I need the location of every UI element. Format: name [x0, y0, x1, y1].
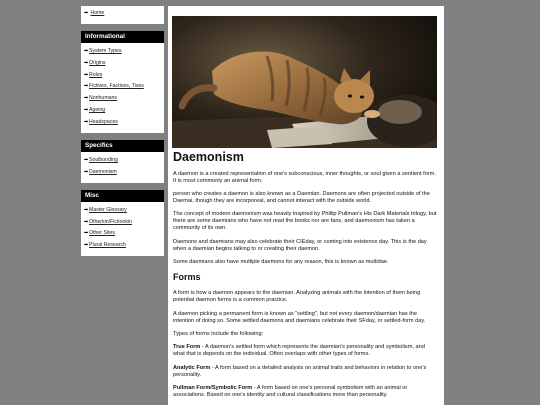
sidebar-link-roles[interactable]: Roles: [89, 71, 103, 78]
sidebar-item-roles[interactable]: [84, 70, 164, 82]
form-type-entry: [173, 365, 437, 379]
arrow-right-icon: ➡: [84, 119, 89, 125]
sidebar-link-otherkin-fictionkin[interactable]: Otherkin/Fictionkin: [89, 218, 132, 225]
sidebar-item-ageing[interactable]: [84, 105, 164, 117]
arrow-right-icon: ➡: [84, 72, 89, 78]
arrow-right-icon: ➡: [84, 96, 89, 102]
sidebar-item-soulbonding[interactable]: [84, 155, 164, 167]
form-type-term: True Form: [173, 344, 201, 351]
arrow-right-icon: ➡: [84, 169, 89, 175]
sidebar-box-top: [81, 6, 164, 24]
sidebar-link-origins[interactable]: Origins: [89, 59, 106, 66]
main-content: [168, 6, 444, 405]
sidebar-item-other-sites[interactable]: [84, 228, 164, 240]
nav-list-informational: [81, 46, 164, 129]
sidebar-item-origins[interactable]: [84, 58, 164, 70]
intro-paragraph: Some daemians also have multiple daemons for any reason, this is known as multidae.: [173, 258, 389, 265]
form-type-term: Pullman Form/Symbolic Form: [173, 384, 253, 391]
sidebar-box-specifics: [81, 140, 164, 183]
arrow-right-icon: ➡: [84, 219, 89, 225]
forms-heading: Forms: [173, 272, 201, 283]
sidebar: [81, 6, 164, 263]
arrow-right-icon: ➡: [84, 243, 89, 249]
sidebar-item-master-glossary[interactable]: [84, 205, 164, 217]
sidebar-link-nonhumans[interactable]: Nonhumans: [89, 95, 118, 102]
nav-list-specifics: [81, 155, 164, 179]
intro-paragraph: The concept of modern daemonism was heavily inspired by Phillip Pullman's His Dark Materials trilogy, but there are some daemians who have not read the books nor are fans, and daemonism has taken a community of its own.: [173, 211, 437, 232]
sidebar-link-home[interactable]: Home: [90, 10, 105, 16]
sidebar-item-home[interactable]: [84, 8, 164, 20]
sidebar-item-system-types[interactable]: [84, 46, 164, 58]
forms-section: [173, 290, 437, 338]
arrow-right-icon: ➡: [84, 49, 89, 55]
form-type-description: - A form based on a detailed analysis on animal traits and behaviors in relation to one's personality.: [173, 364, 427, 378]
forms-paragraph: Types of forms include the following:: [173, 330, 264, 337]
intro-paragraph: Daemons and daemians may also celebrate their CIEday, or coming into existence day. This is the day when a daemian begins talking to or creating their daemon.: [173, 238, 427, 252]
sidebar-item-headspaces[interactable]: [84, 117, 164, 129]
form-type-entry: [173, 344, 437, 358]
sidebar-item-daemonism[interactable]: [84, 167, 164, 179]
form-types-section: [173, 344, 437, 398]
form-type-term: Analytic Form: [173, 364, 211, 371]
sidebar-link-soulbonding[interactable]: Soulbonding: [89, 156, 118, 163]
form-type-description: - A daemon's settled form which represents the daemian's personality and symbolism, and what that is depends on the individual. Often overlaps with other types of forms.: [173, 344, 425, 358]
article: [173, 151, 437, 405]
kitten-photo: [172, 16, 437, 148]
page-title: Daemonism: [173, 150, 244, 164]
sidebar-item-nonhumans[interactable]: [84, 93, 164, 105]
arrow-right-icon: ➡: [84, 108, 89, 114]
sidebar-link-master-glossary[interactable]: Master Glossary: [89, 206, 127, 213]
arrow-right-icon: ➡: [84, 207, 89, 213]
sidebar-box-informational: [81, 31, 164, 133]
sidebar-heading-informational: Informational: [81, 31, 164, 43]
intro-paragraph: A daemon is a created representation of one's subconscious, inner thoughts, or soul given a sentient form. It is most commonly an animal form.: [173, 170, 436, 184]
sidebar-link-ageing[interactable]: Ageing: [89, 107, 106, 114]
sidebar-link-daemonism[interactable]: Daemonism: [89, 168, 117, 175]
sidebar-heading-misc: Misc: [81, 190, 164, 202]
sidebar-link-plural-research[interactable]: Plural Research: [89, 242, 126, 249]
arrow-right-icon: ➡: [84, 157, 89, 163]
intro-section: [173, 171, 437, 266]
arrow-right-icon: ➡: [84, 231, 89, 237]
sidebar-item-otherkin-fictionkin[interactable]: [84, 217, 164, 229]
sidebar-link-other-sites[interactable]: Other Sites: [89, 230, 115, 237]
sidebar-item-fictives-factives-tives[interactable]: [84, 81, 164, 93]
form-type-description: - A form based on one's personal symbolism with an animal or associations. Based on one's identity and cultural classifications more than personality.: [173, 384, 408, 398]
form-type-entry: [173, 385, 437, 399]
arrow-right-icon: ➡: [84, 60, 89, 66]
arrow-right-icon: ➡: [84, 11, 89, 16]
forms-paragraph: A daemon picking a permanent form is known as "settling", but not every daemon/daemian has the intention of doing so. Some settled daemons and daemians celebrate their SFday, or settled-form day.: [173, 310, 426, 324]
kitten-photo-illustration: [172, 16, 437, 148]
sidebar-link-system-types[interactable]: System Types: [89, 48, 122, 55]
sidebar-heading-specifics: Specifics: [81, 140, 164, 152]
nav-list-top: [81, 8, 164, 20]
intro-paragraph: person who creates a daemon is also known as a Daemian. Daemons are often projected outside of the Daemai, though they are incorporeal, and cannot interact with the outside world.: [173, 191, 430, 204]
arrow-right-icon: ➡: [84, 84, 89, 90]
sidebar-box-misc: [81, 190, 164, 256]
sidebar-link-headspaces[interactable]: Headspaces: [89, 118, 118, 125]
sidebar-item-plural-research[interactable]: [84, 240, 164, 252]
nav-list-misc: [81, 205, 164, 252]
sidebar-link-fictives-factives-tives[interactable]: Fictives, Factives, Tives: [89, 83, 144, 90]
forms-paragraph: A form is how a daemon appears to the daemian. Analyzing animals with the intention of them being potential daemon forms is a common practice.: [173, 290, 421, 304]
